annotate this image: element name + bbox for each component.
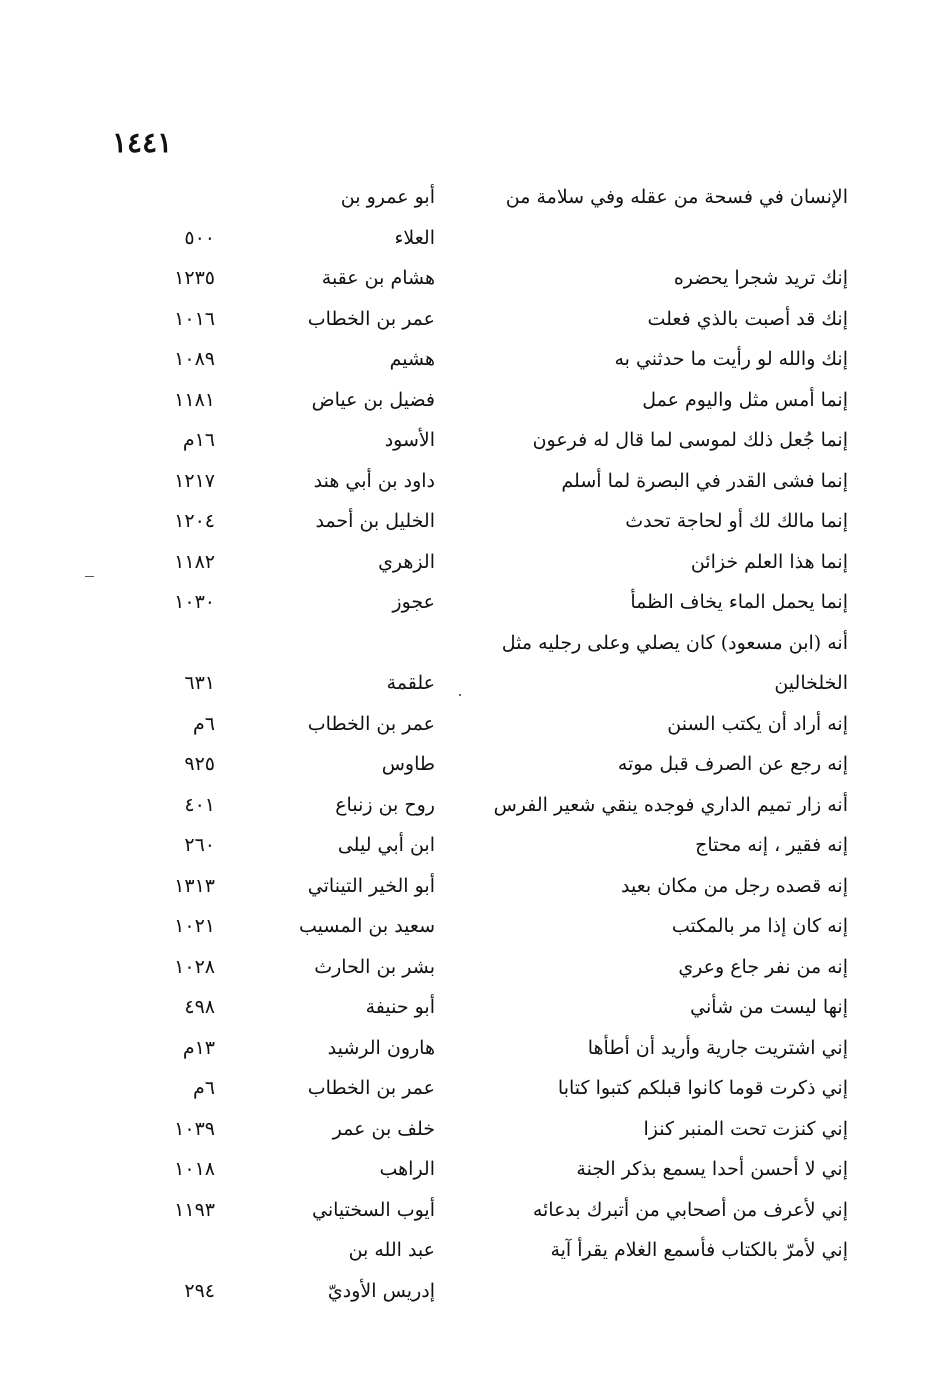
phrase-text: إنه قصده رجل من مكان بعيد bbox=[621, 875, 848, 897]
reference-number: ١٢٠٤ bbox=[174, 510, 215, 532]
index-entry bbox=[0, 749, 943, 789]
index-entry bbox=[0, 952, 943, 992]
narrator-name: أبو حنيفة bbox=[365, 996, 435, 1018]
index-entry bbox=[0, 425, 943, 465]
reference-number: ١٣١٣ bbox=[174, 875, 215, 897]
phrase-text: إنما جُعل ذلك لموسى لما قال له فرعون bbox=[532, 429, 848, 451]
narrator-name: العلاء bbox=[394, 227, 435, 249]
narrator-name: طاوس bbox=[381, 753, 435, 775]
narrator-name: عمر بن الخطاب bbox=[307, 713, 435, 735]
index-entry bbox=[0, 1195, 943, 1235]
phrase-text: إنه رجع عن الصرف قبل موته bbox=[617, 753, 848, 775]
narrator-name: أبو عمرو بن bbox=[340, 186, 435, 208]
phrase-text: إنها ليست من شأني bbox=[690, 996, 848, 1018]
reference-number: ١٠١٨ bbox=[174, 1158, 215, 1180]
narrator-name: الزهري bbox=[378, 551, 435, 573]
index-entry bbox=[0, 1033, 943, 1073]
narrator-name: أيوب السختياني bbox=[312, 1199, 435, 1221]
narrator-name: هشيم bbox=[389, 348, 435, 370]
page-number: ١٤٤١ bbox=[112, 126, 173, 159]
narrator-name: الخليل بن أحمد bbox=[315, 510, 435, 532]
narrator-name: سعيد بن المسيب bbox=[298, 915, 435, 937]
reference-number: ١٠٨٩ bbox=[174, 348, 215, 370]
index-entry bbox=[0, 506, 943, 546]
reference-number: ١٠١٦ bbox=[174, 308, 215, 330]
phrase-text: إنما يحمل الماء يخاف الظمأ bbox=[630, 591, 848, 613]
reference-number: ١١٨١ bbox=[174, 389, 215, 411]
index-entry bbox=[0, 344, 943, 384]
phrase-text: إنه كان إذا مر بالمكتب bbox=[671, 915, 848, 937]
phrase-text: إنه من نفر جاع وعري bbox=[678, 956, 848, 978]
narrator-name: عبد الله بن bbox=[348, 1239, 435, 1261]
index-entry bbox=[0, 790, 943, 830]
phrase-text: إنه فقير ، إنه محتاج bbox=[695, 834, 848, 856]
phrase-text: الخلخالين bbox=[774, 672, 848, 694]
reference-number: ٢٦٠ bbox=[184, 834, 215, 856]
print-mark bbox=[85, 576, 94, 577]
narrator-name: بشر بن الحارث bbox=[314, 956, 435, 978]
index-entry bbox=[0, 709, 943, 749]
phrase-text: إني ذكرت قوما كانوا قبلكم كتبوا كتابا bbox=[557, 1077, 848, 1099]
index-entry bbox=[0, 466, 943, 506]
index-entry bbox=[0, 304, 943, 344]
phrase-text: إني لا أحسن أحدا يسمع بذكر الجنة bbox=[576, 1158, 848, 1180]
phrase-text: إني كنزت تحت المنبر كنزا bbox=[643, 1118, 848, 1140]
index-entry bbox=[0, 1235, 943, 1275]
reference-number: ١٢١٧ bbox=[174, 470, 215, 492]
index-entry bbox=[0, 547, 943, 587]
phrase-text: إنما مالك لك أو لحاجة تحدث bbox=[625, 510, 848, 532]
index-entry bbox=[0, 1114, 943, 1154]
narrator-name: الأسود bbox=[384, 429, 435, 451]
reference-number: ١٠٣٠ bbox=[174, 591, 215, 613]
index-entry bbox=[0, 830, 943, 870]
phrase-text: أنه (ابن مسعود) كان يصلي وعلى رجليه مثل bbox=[501, 632, 848, 654]
narrator-name: عمر بن الخطاب bbox=[307, 1077, 435, 1099]
index-entry bbox=[0, 1154, 943, 1194]
narrator-name: هارون الرشيد bbox=[327, 1037, 435, 1059]
phrase-text: الإنسان في فسحة من عقله وفي سلامة من bbox=[505, 186, 848, 208]
reference-number: ٦م bbox=[193, 713, 215, 735]
reference-number: ١٦م bbox=[182, 429, 215, 451]
index-entry bbox=[0, 385, 943, 425]
narrator-name: ابن أبي ليلى bbox=[337, 834, 435, 856]
phrase-text: إنما هذا العلم خزائن bbox=[690, 551, 848, 573]
index-entry bbox=[0, 1276, 943, 1316]
reference-number: ١٠٢٨ bbox=[174, 956, 215, 978]
index-entry bbox=[0, 1073, 943, 1113]
reference-number: ١١٩٣ bbox=[174, 1199, 215, 1221]
narrator-name: خلف بن عمر bbox=[332, 1118, 435, 1140]
phrase-text: إني لأمرّ بالكتاب فأسمع الغلام يقرأ آية bbox=[550, 1239, 848, 1261]
reference-number: ٤٠١ bbox=[184, 794, 215, 816]
reference-number: ٥٠٠ bbox=[184, 227, 215, 249]
reference-number: ٩٢٥ bbox=[184, 753, 215, 775]
phrase-text: إنما فشى القدر في البصرة لما أسلم bbox=[561, 470, 848, 492]
index-entry bbox=[0, 668, 943, 708]
narrator-name: الراهب bbox=[379, 1158, 435, 1180]
phrase-text: إنه أراد أن يكتب السنن bbox=[667, 713, 848, 735]
index-entry bbox=[0, 587, 943, 627]
reference-number: ١١٨٢ bbox=[174, 551, 215, 573]
phrase-text: أنه زار تميم الداري فوجده ينقي شعير الفرس bbox=[493, 794, 848, 816]
index-entry bbox=[0, 223, 943, 263]
phrase-text: إنك قد أصبت بالذي فعلت bbox=[647, 308, 848, 330]
reference-number: ١٣م bbox=[182, 1037, 215, 1059]
reference-number: ٤٩٨ bbox=[184, 996, 215, 1018]
phrase-text: إنك تريد شجرا يحضره bbox=[673, 267, 848, 289]
phrase-text: إنما أمس مثل واليوم عمل bbox=[642, 389, 848, 411]
narrator-name: روح بن زنباع bbox=[335, 794, 435, 816]
index-entry bbox=[0, 182, 943, 222]
reference-number: ١٢٣٥ bbox=[174, 267, 215, 289]
phrase-text: إني لأعرف من أصحابي من أتبرك بدعائه bbox=[532, 1199, 848, 1221]
print-mark bbox=[459, 694, 461, 696]
reference-number: ٦٣١ bbox=[184, 672, 215, 694]
index-entry bbox=[0, 911, 943, 951]
narrator-name: هشام بن عقبة bbox=[321, 267, 435, 289]
narrator-name: إدريس الأوديّ bbox=[327, 1280, 435, 1302]
index-entry bbox=[0, 992, 943, 1032]
index-entry bbox=[0, 263, 943, 303]
reference-number: ١٠٣٩ bbox=[174, 1118, 215, 1140]
reference-number: ٢٩٤ bbox=[184, 1280, 215, 1302]
narrator-name: عجوز bbox=[392, 591, 435, 613]
phrase-text: إني اشتريت جارية وأريد أن أطأها bbox=[587, 1037, 848, 1059]
narrator-name: عمر بن الخطاب bbox=[307, 308, 435, 330]
narrator-name: علقمة bbox=[386, 672, 435, 694]
phrase-text: إنك والله لو رأيت ما حدثني به bbox=[614, 348, 848, 370]
narrator-name: داود بن أبي هند bbox=[313, 470, 435, 492]
reference-number: ٦م bbox=[193, 1077, 215, 1099]
index-entry bbox=[0, 628, 943, 668]
narrator-name: فضيل بن عياض bbox=[311, 389, 435, 411]
narrator-name: أبو الخير التيناتي bbox=[307, 875, 435, 897]
index-entry bbox=[0, 871, 943, 911]
reference-number: ١٠٢١ bbox=[174, 915, 215, 937]
